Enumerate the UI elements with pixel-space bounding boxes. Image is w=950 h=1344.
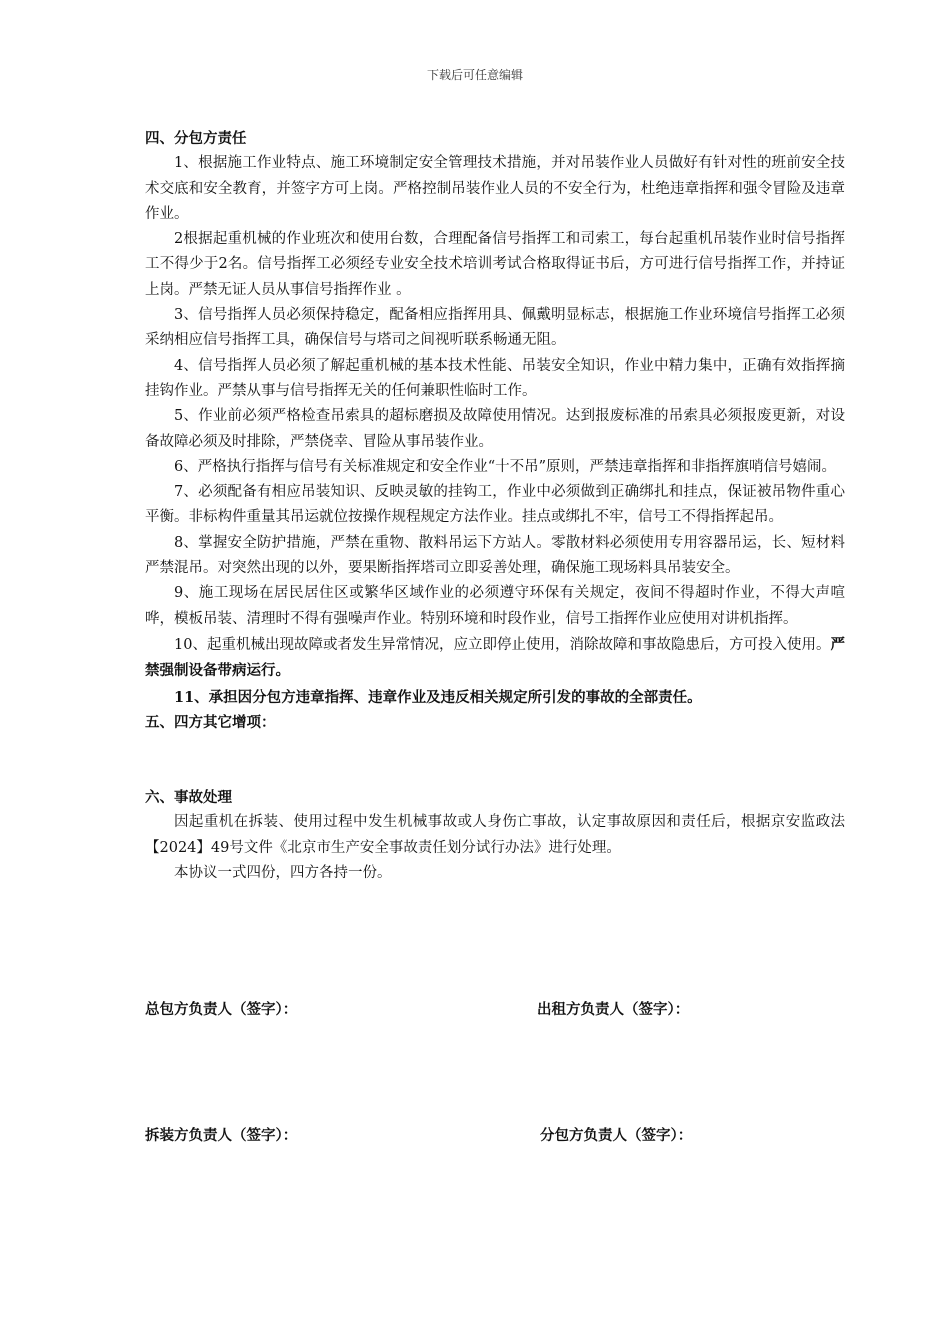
document-body	[145, 126, 845, 886]
section-4-item-4: 4、信号指挥人员必须了解起重机械的基本技术性能、吊装安全知识，作业中精力集中，正确有效指挥摘挂钩作业。严禁从事与信号指挥无关的任何兼职性临时工作。	[145, 357, 845, 399]
section-5-blank-space	[145, 735, 845, 785]
section-4-item-2: 2根据起重机械的作业班次和使用台数，合理配备信号指挥工和司索工，每台起重机吊装作业时信号指挥工不得少于2名。信号指挥工必须经专业安全技术培训考试合格取得证书后，方可进行信号指挥工作，并持证上岗。严禁无证人员从事信号指挥作业 。	[145, 231, 845, 298]
section-6-title: 六、事故处理	[145, 789, 232, 807]
section-6-paragraph-1: 因起重机在拆装、使用过程中发生机械事故或人身伤亡事故，认定事故原因和责任后，根据京安监政法【2024】49号文件《北京市生产安全事故责任划分试行办法》进行处理。	[145, 814, 845, 856]
section-4-item-6: 6、严格执行指挥与信号有关标准规定和安全作业“十不吊”原则，严禁违章指挥和非指挥旗哨信号嬉闹。	[174, 458, 837, 475]
page-header: 下载后可任意编辑	[426, 68, 523, 82]
item-10-bold-text: 严禁强制设备带病运行。	[145, 635, 845, 680]
subcontractor-signature-label: 分包方负责人（签字）：	[540, 1127, 693, 1144]
section-4-item-10	[145, 632, 845, 685]
section-4-item-7: 7、必须配备有相应吊装知识、反映灵敏的挂钩工，作业中必须做到正确绑扎和挂点，保证被吊物件重心平衡。非标构件重量其吊运就位按操作规程规定方法作业。挂点或绑扎不牢，信号工不得指挥起吊。	[145, 484, 845, 526]
item-10-text: 10、起重机械出现故障或者发生异常情况，应立即停止使用，消除故障和事故隐患后，方可投入使用。	[174, 636, 831, 653]
installer-signature-label: 拆装方负责人（签字）：	[145, 1127, 298, 1144]
section-4-item-5: 5、作业前必须严格检查吊索具的超标磨损及故障使用情况。达到报废标准的吊索具必须报废更新，对设备故障必须及时排除，严禁侥幸、冒险从事吊装作业。	[145, 408, 845, 450]
section-4-item-9: 9、施工现场在居民居住区或繁华区域作业的必须遵守环保有关规定，夜间不得超时作业，不得大声喧哗，模板吊装、清理时不得有强噪声作业。特别环境和时段作业，信号工指挥作业应使用对讲机指挥。	[145, 585, 845, 627]
section-4-item-1: 1、根据施工作业特点、施工环境制定安全管理技术措施，并对吊装作业人员做好有针对性的班前安全技术交底和安全教育，并签字方可上岗。严格控制吊装作业人员的不安全行为，杜绝违章指挥和强令冒险及违章作业。	[145, 155, 845, 222]
section-4-item-3: 3、信号指挥人员必须保持稳定，配备相应指挥用具、佩戴明显标志，根据施工作业环境信号指挥工必须采纳相应信号指挥工具，确保信号与塔司之间视听联系畅通无阻。	[145, 307, 845, 349]
general-contractor-signature-label: 总包方负责人（签字）：	[145, 1001, 298, 1018]
section-4-title: 四、分包方责任	[145, 130, 247, 147]
section-6-paragraph-2: 本协议一式四份，四方各持一份。	[174, 865, 392, 882]
section-5-title: 五、四方其它增项：	[145, 713, 276, 731]
section-4-item-11: 11、承担因分包方违章指挥、违章作业及违反相关规定所引发的事故的全部责任。	[174, 688, 702, 706]
lessor-signature-label: 出租方负责人（签字）：	[537, 1001, 690, 1018]
section-4-item-8: 8、掌握安全防护措施，严禁在重物、散料吊运下方站人。零散材料必须使用专用容器吊运，长、短材料严禁混吊。对突然出现的以外，要果断指挥塔司立即妥善处理，确保施工现场料具吊装安全。	[145, 534, 845, 577]
